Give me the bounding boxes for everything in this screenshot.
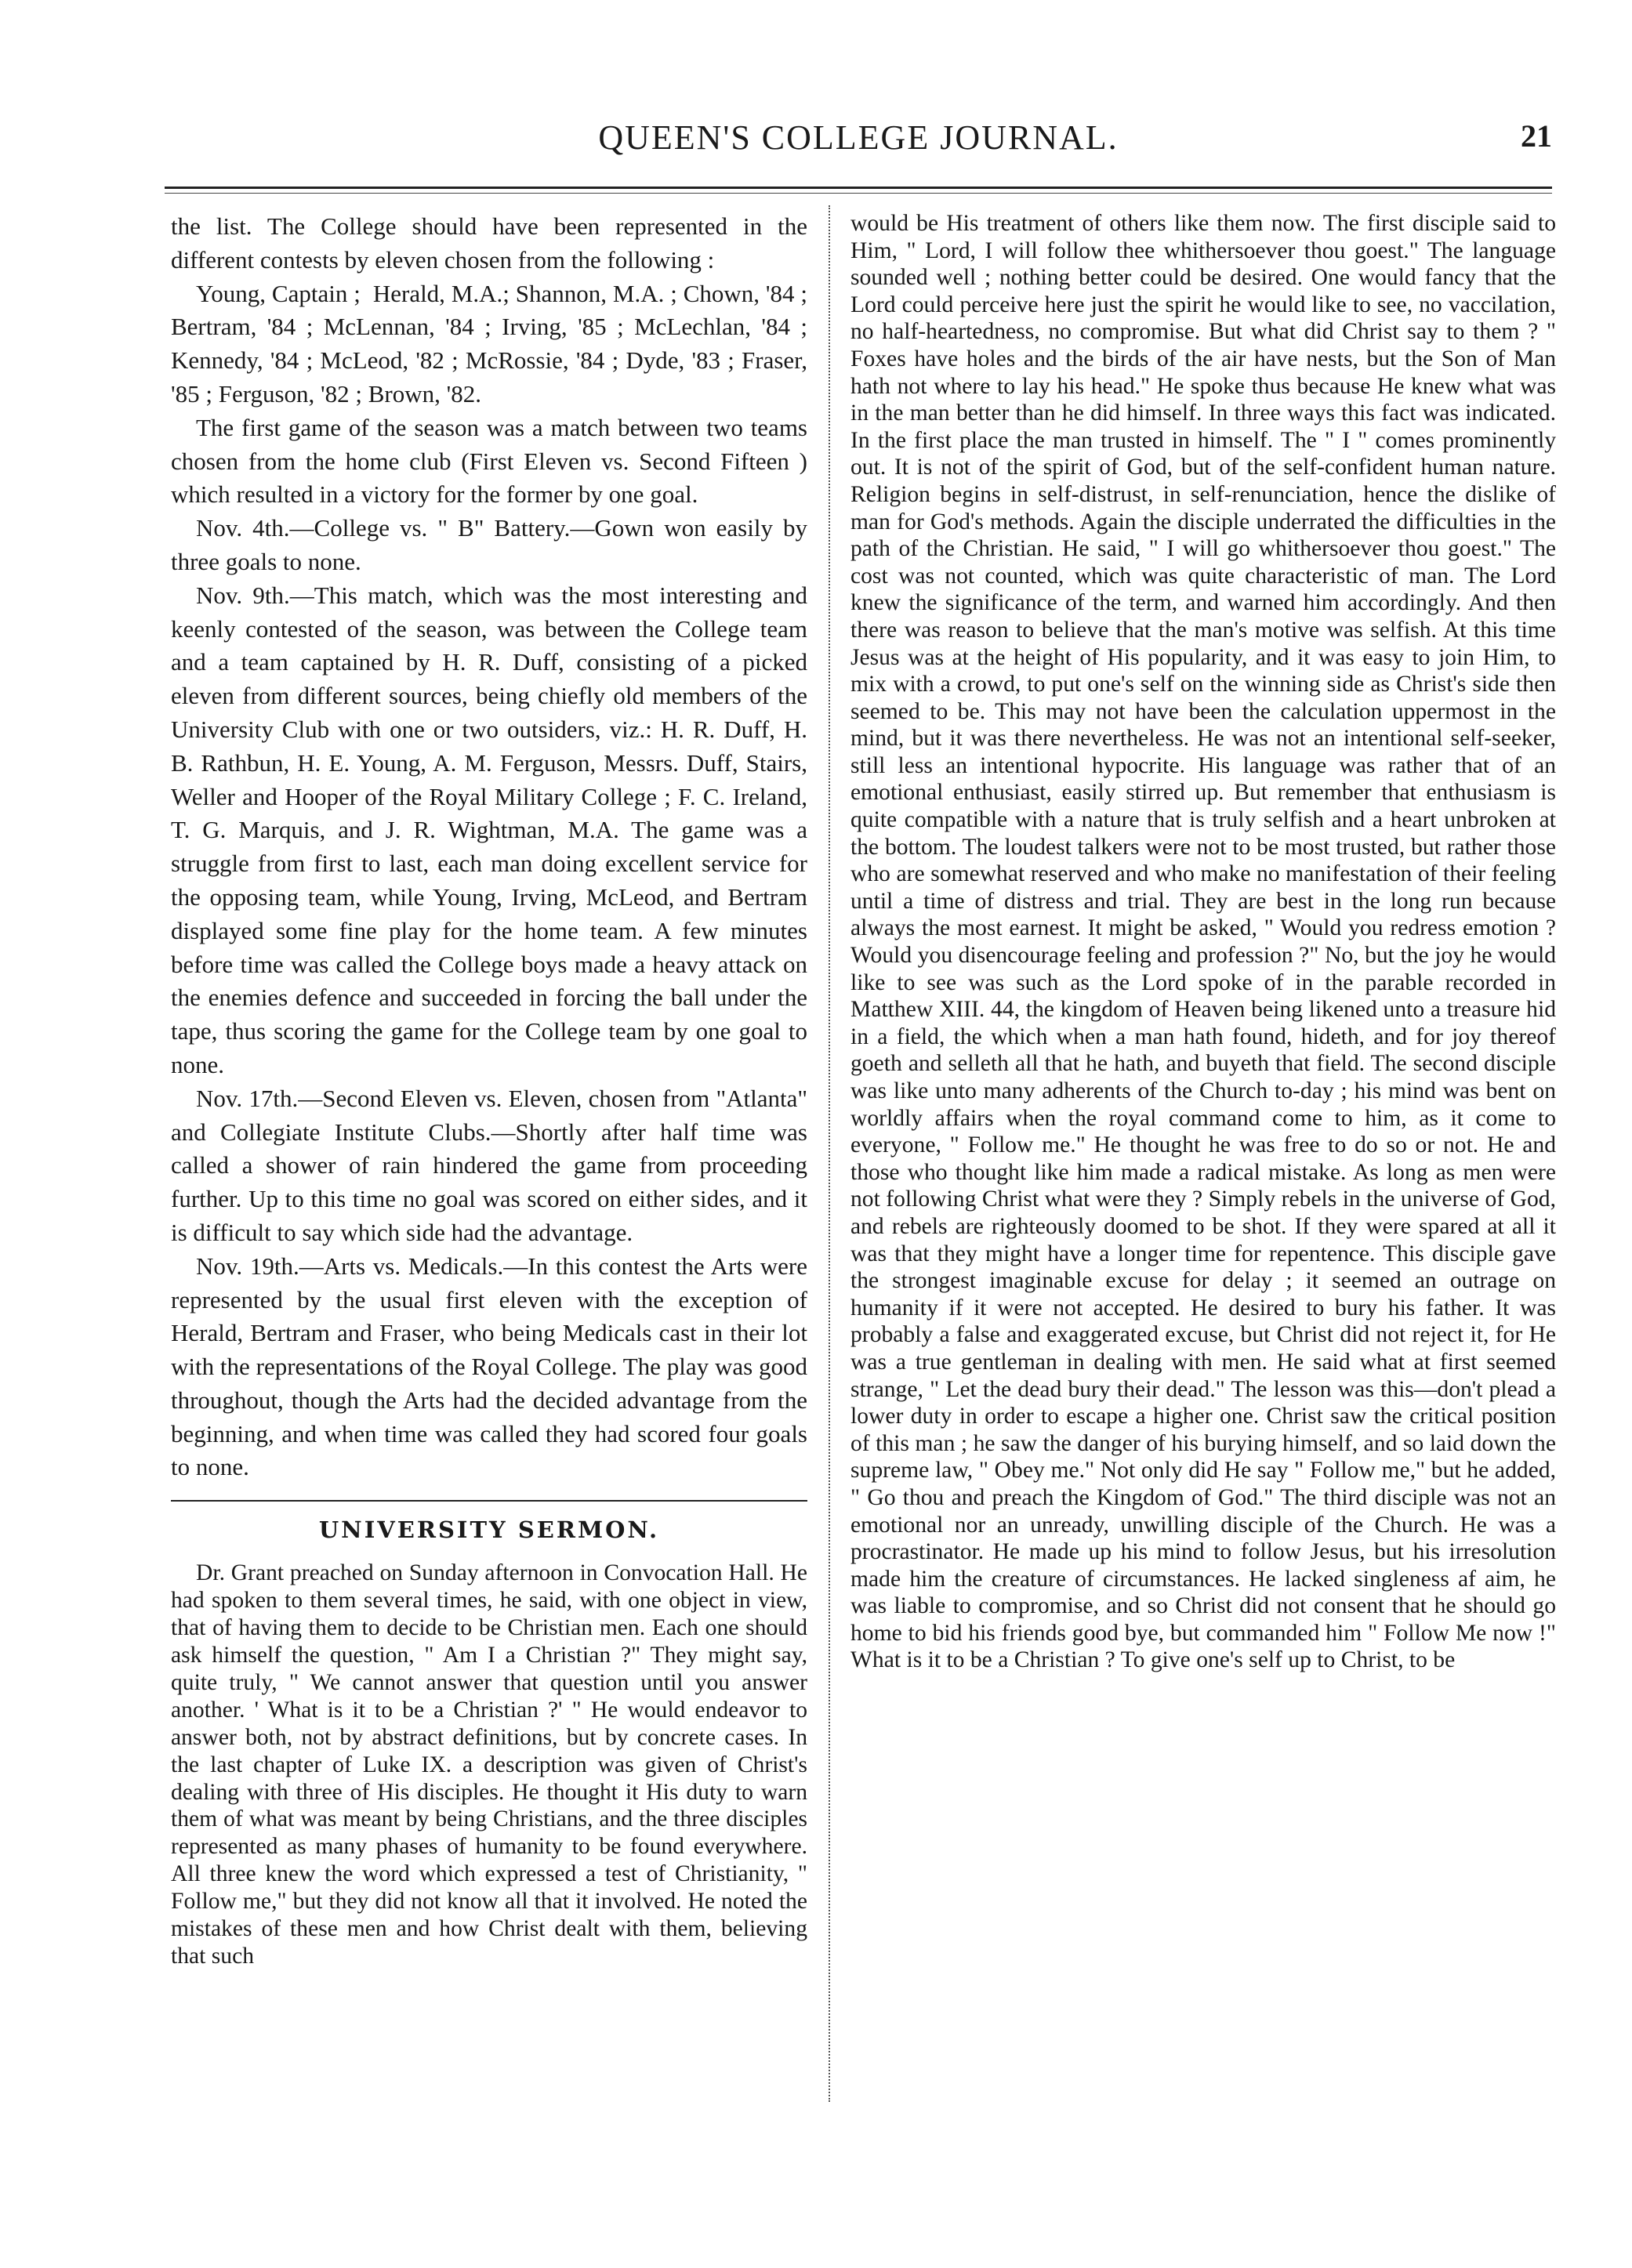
running-head [165,118,1552,172]
match-report-nov-9: Nov. 9th.—This match, which was the most interesting and keenly contested of the season, was between the College team and a team captained by H. R. Duff, consisting of a picked eleven from different sources, being chiefly old members of the University Club with one or two outsiders, viz.: H. R. Duff, H. B. Rathbun, H. E. Young, A. M. Ferguson, Messrs. Duff, Stairs, Weller and Hooper of the Royal Military College ; F. C. Ireland, T. G. Marquis, and J. R. Wightman, M.A. The game was a struggle from first to last, each man doing excellent service for the opposing team, while Young, Irving, McLeod, and Bertram displayed some fine play for the home team. A few minutes before time was called the College boys made a heavy attack on the enemies defence and succeeded in forcing the ball under the tape, thus scoring the game for the College team by one goal to none. [171,581,807,1078]
intro-paragraph: the list. The College should have been represented in the different contests by eleven chosen from the following : [171,212,807,274]
section-rule [171,1500,807,1502]
page-number: 21 [1521,118,1552,154]
journal-title: QUEEN'S COLLEGE JOURNAL. [598,118,1119,157]
sermon-continuation: would be His treatment of others like them now. The first disciple said to Him, " Lord, I will follow thee whithersoever thou goest." The language sounded well ; nothing better could be desired. One would fancy that the Lord could perceive here just the spirit he would like to see, no vaccilation, no half-heartedness, no compromise. But what did Christ say to them ? " Foxes have holes and the birds of the air have nests, but the Son of Man hath not where to lay his head." He spoke thus because He knew what was in the man better than he did himself. In three ways this fact was indicated. In the first place the man trusted in himself. The " I " comes prominently out. It is not of the spirit of God, but of the self-confident human nature. Religion begins in self-distrust, in self-renunciation, hence the dislike of man for God's methods. Again the disciple underrated the difficulties in the path of the Christian. He said, " I will go whithersoever thou goest." The cost was not counted, which was quite characteristic of man. The Lord knew the significance of the term, and warned him accordingly. And then there was reason to believe that the man's motive was selfish. At this time Jesus was at the height of His popularity, and it was easy to join Him, to mix with a crowd, to put one's self on the winning side as Christ's side then seemed to be. This may not have been the calculation uppermost in the mind, but it was there nevertheless. He was not an intentional self-seeker, still less an intentional hypocrite. His language was rather that of an emotional enthusiast, easily stirred up. But remember that enthusiasm is quite compatible with a nature that is truly selfish and a heart unbroken at the bottom. The loudest talkers were not to be most trusted, but rather those who are somewhat reserved and who make no manifestation of their feeling until a time of distress and trial. They are best in the long run because always the most earnest. It might be asked, " Would you redress emotion ? Would you disencourage feeling and profession ?" No, but the joy he would like to see was such as the Lord spoke of in the parable recorded in Matthew XIII. 44, the kingdom of Heaven being likened unto a treasure hid in a field, the which when a man hath found, hideth, and for joy thereof goeth and selleth all that he hath, and buyeth that field. The second disciple was like unto many adherents of the Church to-day ; his mind was bent on worldly affairs when the royal command come to him, as it come to everyone, " Follow me." He thought he was free to do so or not. He and those who thought like him made a radical mistake. As long as men were not following Christ what were they ? Simply rebels in the universe of God, and rebels are righteously doomed to be shot. If they were spared at all it was that they might have a longer time for repentence. This disciple gave the strongest imaginable excuse for delay ; it seemed an outrage on humanity if it were not accepted. He desired to bury his father. It was probably a false and exaggerated excuse, but Christ did not reject it, for He was a true gentleman in dealing with men. He said what at first seemed strange, " Let the dead bury their dead." The lesson was this—don't plead a lower duty in order to escape a higher one. Christ saw the critical position of this man ; he saw the danger of his burying himself, and so laid down the supreme law, " Obey me." Not only did He say " Follow me," but he added, " Go thou and preach the Kingdom of God." The third disciple was not an emotional nor an unready, unwilling disciple of the Church. He was a procrastinator. He made up his mind to follow Jesus, but his irresolution made him the creature of circumstances. He lacked singleness af aim, he was liable to compromise, and so Christ did not consent that he should go home to bid his friends good bye, but commanded him " Follow Me now !" What is it to be a Christian ? To give one's self up to Christ, to be [850,211,1556,1673]
match-report-nov-17: Nov. 17th.—Second Eleven vs. Eleven, chosen from "Atlanta" and Collegiate Institute Clubs.—Shortly after half time was called a shower of rain hindered the game from proceeding further. Up to this time no goal was scored on either sides, and it is difficult to say which side had the advantage. [171,1084,807,1246]
left-column [171,210,807,1970]
sermon-paragraph: Dr. Grant preached on Sunday afternoon in Convocation Hall. He had spoken to them several times, he said, with one object in view, that of having them to decide to be Christian men. Each one should ask himself the question, " Am I a Christian ?" They might say, quite truly, " We cannot answer that question until you answer another. ' What is it to be a Christian ?' " He would endeavor to answer both, not by abstract definitions, but by concrete cases. In the last chapter of Luke IX. a description was given of Christ's dealing with three of His disciples. He thought it His duty to warn them of what was meant by being Christians, and the three disciples represented as many phases of humanity to be found everywhere. All three knew the word which expressed a test of Christianity, " Follow me," but they did not know all that it involved. He noted the mistakes of these men and how Christ dealt with them, believing that such [171,1560,807,1969]
section-heading-sermon: UNIVERSITY SERMON. [318,1516,660,1544]
match-report-nov-4: Nov. 4th.—College vs. " B" Battery.—Gown won easily by three goals to none. [171,514,807,575]
team-members: Herald, M.A.; Shannon, M.A. ; Chown, '84 ; Bertram, '84 ; McLennan, '84 ; Irving, '85 ; McLechlan, '84 ; Kennedy, '84 ; McLeod, '82 ; McRossie, '84 ; Dyde, '83 ; Fraser, '85 ; Ferguson, '82 ; Brown, '82. [171,279,807,408]
team-list [171,277,807,411]
match-report-nov-19: Nov. 19th.—Arts vs. Medicals.—In this contest the Arts were represented by the usual first eleven with the exception of Herald, Bertram and Fraser, who being Medicals cast in their lot with the representations of the Royal College. The play was good throughout, though the Arts had the decided advantage from the beginning, and when time was called they had scored four goals to none. [171,1252,807,1481]
match-report-first-game: The first game of the season was a match between two teams chosen from the home club (First Eleven vs. Second Fifteen ) which resulted in a victory for the former by one goal. [171,413,807,509]
header-rule-thin [165,193,1552,194]
team-captain: Young, Captain ; [196,279,361,307]
header-rule [165,187,1552,189]
column-divider [829,205,830,2102]
right-column [850,210,1556,1674]
